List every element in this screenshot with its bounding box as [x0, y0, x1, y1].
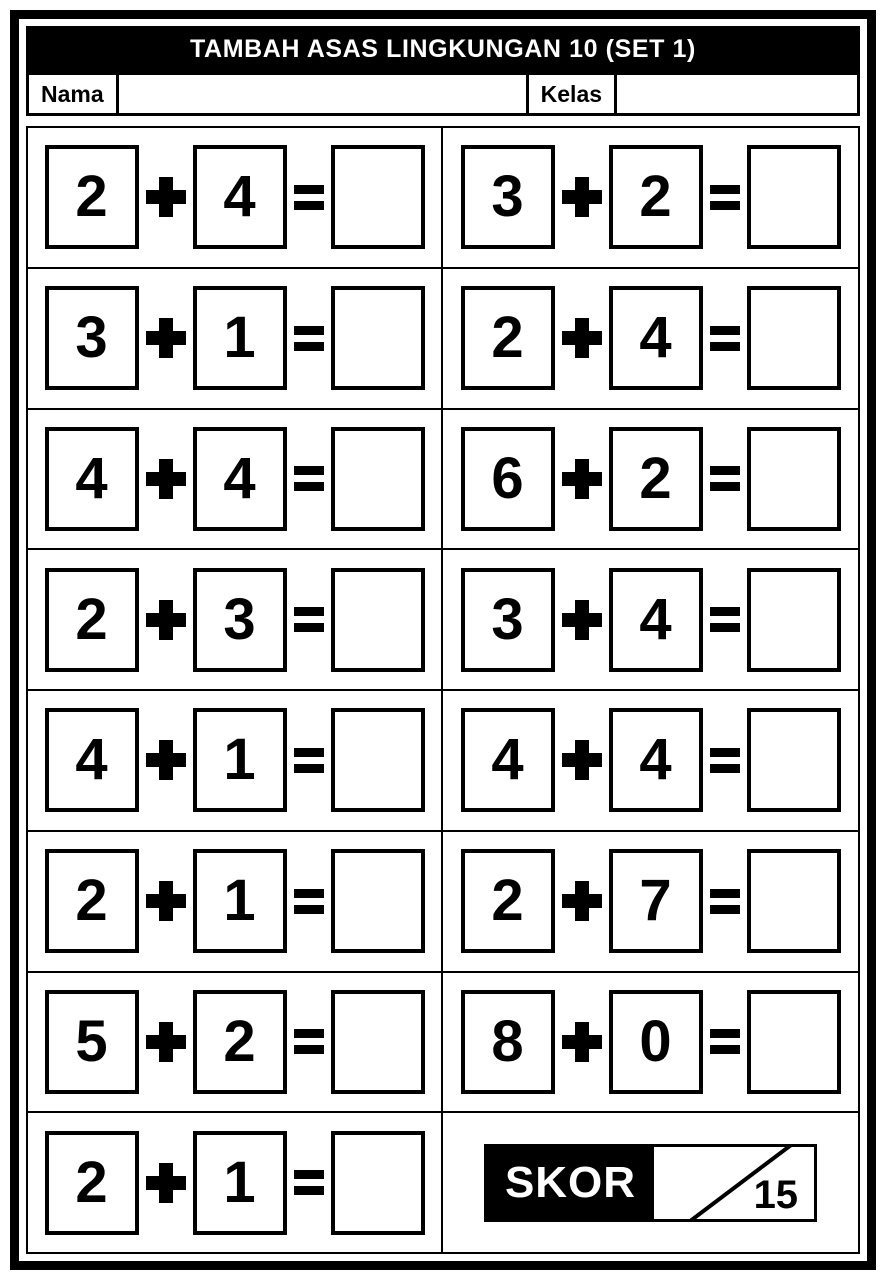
equals-icon — [294, 1029, 324, 1054]
operand-a: 2 — [461, 286, 555, 390]
problem-row — [28, 128, 858, 269]
operand-a: 6 — [461, 427, 555, 531]
operand-b: 7 — [609, 849, 703, 953]
score-total: 15 — [753, 1172, 799, 1217]
answer-input[interactable] — [331, 286, 425, 390]
operand-b: 4 — [193, 427, 287, 531]
problem-row — [28, 269, 858, 410]
problem-row — [28, 550, 858, 691]
equals-icon — [294, 185, 324, 210]
plus-icon — [562, 881, 602, 921]
class-input[interactable] — [617, 75, 857, 113]
score-label: SKOR — [487, 1147, 654, 1219]
page-border — [10, 10, 876, 1270]
operand-a: 4 — [461, 708, 555, 812]
operand-a: 4 — [45, 427, 139, 531]
student-info-row — [26, 75, 860, 116]
plus-icon — [146, 600, 186, 640]
problem-11 — [28, 832, 443, 971]
operand-a: 2 — [45, 568, 139, 672]
problem-4 — [443, 269, 858, 408]
problem-row — [28, 410, 858, 551]
equals-icon — [710, 1029, 740, 1054]
answer-input[interactable] — [747, 990, 841, 1094]
answer-input[interactable] — [331, 145, 425, 249]
equals-icon — [294, 607, 324, 632]
plus-icon — [146, 459, 186, 499]
plus-icon — [146, 318, 186, 358]
operand-b: 4 — [193, 145, 287, 249]
answer-input[interactable] — [747, 568, 841, 672]
operand-b: 2 — [193, 990, 287, 1094]
equals-icon — [710, 889, 740, 914]
operand-a: 3 — [461, 145, 555, 249]
equals-icon — [710, 607, 740, 632]
plus-icon — [146, 1022, 186, 1062]
operand-a: 4 — [45, 708, 139, 812]
operand-a: 2 — [461, 849, 555, 953]
operand-b: 1 — [193, 1131, 287, 1235]
class-label: Kelas — [529, 75, 617, 113]
score-cell — [443, 1113, 858, 1252]
answer-input[interactable] — [331, 568, 425, 672]
plus-icon — [562, 740, 602, 780]
problem-row — [28, 973, 858, 1114]
problem-3 — [28, 269, 443, 408]
equals-icon — [294, 326, 324, 351]
operand-b: 1 — [193, 849, 287, 953]
score-input[interactable] — [654, 1147, 814, 1219]
operand-a: 8 — [461, 990, 555, 1094]
answer-input[interactable] — [747, 427, 841, 531]
problem-8 — [443, 550, 858, 689]
equals-icon — [710, 326, 740, 351]
answer-input[interactable] — [747, 708, 841, 812]
operand-b: 4 — [609, 708, 703, 812]
problem-1 — [28, 128, 443, 267]
plus-icon — [562, 1022, 602, 1062]
plus-icon — [146, 740, 186, 780]
operand-b: 3 — [193, 568, 287, 672]
problem-2 — [443, 128, 858, 267]
equals-icon — [294, 889, 324, 914]
answer-input[interactable] — [331, 990, 425, 1094]
page-title: TAMBAH ASAS LINGKUNGAN 10 (SET 1) — [26, 26, 860, 75]
operand-b: 1 — [193, 286, 287, 390]
answer-input[interactable] — [331, 427, 425, 531]
answer-input[interactable] — [747, 849, 841, 953]
problem-row — [28, 832, 858, 973]
operand-b: 1 — [193, 708, 287, 812]
problem-12 — [443, 832, 858, 971]
problem-9 — [28, 691, 443, 830]
plus-icon — [146, 881, 186, 921]
answer-input[interactable] — [747, 286, 841, 390]
problem-row — [28, 691, 858, 832]
operand-b: 4 — [609, 568, 703, 672]
operand-a: 3 — [461, 568, 555, 672]
operand-a: 2 — [45, 849, 139, 953]
operand-a: 2 — [45, 145, 139, 249]
plus-icon — [562, 177, 602, 217]
equals-icon — [710, 466, 740, 491]
plus-icon — [146, 1163, 186, 1203]
operand-b: 2 — [609, 145, 703, 249]
score-box — [484, 1144, 817, 1222]
equals-icon — [294, 466, 324, 491]
operand-a: 5 — [45, 990, 139, 1094]
operand-a: 3 — [45, 286, 139, 390]
problem-6 — [443, 410, 858, 549]
name-label: Nama — [29, 75, 119, 113]
worksheet-body — [26, 26, 860, 1254]
answer-input[interactable] — [331, 708, 425, 812]
problem-7 — [28, 550, 443, 689]
problem-10 — [443, 691, 858, 830]
name-input[interactable] — [119, 75, 529, 113]
problem-5 — [28, 410, 443, 549]
problem-grid — [26, 126, 860, 1254]
equals-icon — [294, 1170, 324, 1195]
equals-icon — [710, 748, 740, 773]
plus-icon — [146, 177, 186, 217]
problem-row — [28, 1113, 858, 1252]
plus-icon — [562, 318, 602, 358]
problem-13 — [28, 973, 443, 1112]
plus-icon — [562, 600, 602, 640]
answer-input[interactable] — [747, 145, 841, 249]
plus-icon — [562, 459, 602, 499]
operand-b: 0 — [609, 990, 703, 1094]
operand-b: 2 — [609, 427, 703, 531]
equals-icon — [710, 185, 740, 210]
operand-a: 2 — [45, 1131, 139, 1235]
equals-icon — [294, 748, 324, 773]
operand-b: 4 — [609, 286, 703, 390]
problem-15 — [28, 1113, 443, 1252]
answer-input[interactable] — [331, 1131, 425, 1235]
problem-14 — [443, 973, 858, 1112]
answer-input[interactable] — [331, 849, 425, 953]
